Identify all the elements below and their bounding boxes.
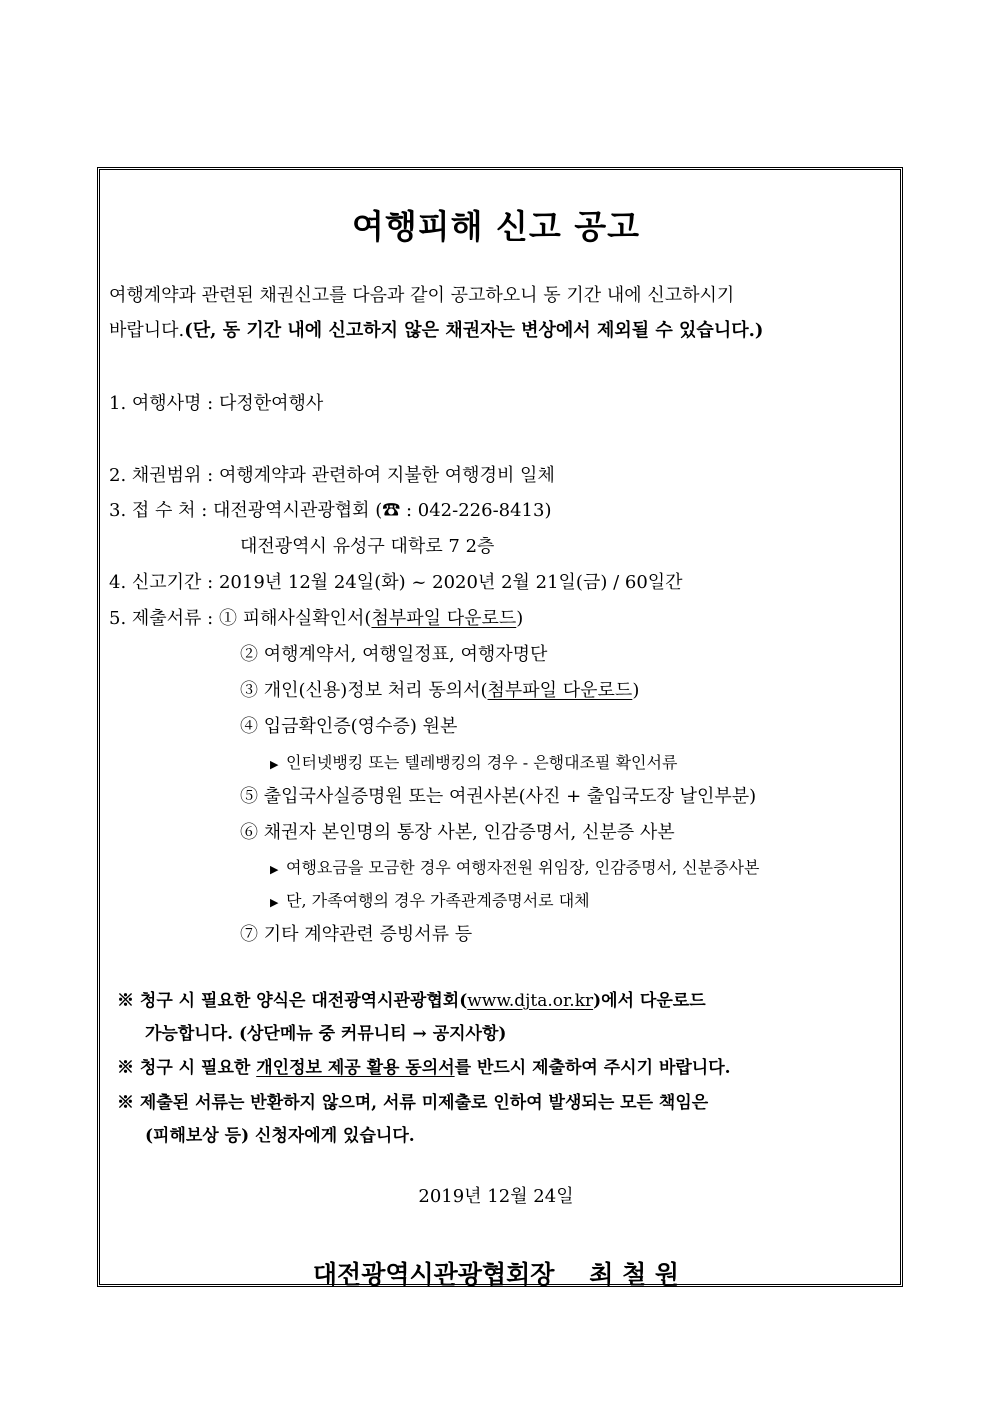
doc-3 xyxy=(240,680,639,702)
doc-3-download-link[interactable]: 첨부파일 다운로드 xyxy=(487,680,633,701)
doc-1-num: ① xyxy=(218,608,237,629)
doc-3-text: 개인(신용)정보 처리 동의서( xyxy=(258,680,488,701)
doc-6-note-1 xyxy=(270,857,759,881)
docs-label: 5. 제출서류 : xyxy=(109,608,219,629)
website-link[interactable]: www.djta.or.kr xyxy=(467,991,594,1011)
bullet-icon: ▶ xyxy=(270,863,279,876)
doc-6-note-1-text: 여행요금을 모금한 경우 여행자전원 위임장, 인감증명서, 신분증사본 xyxy=(286,858,760,877)
doc-4: ④ 입금확인증(영수증) 원본 xyxy=(240,716,458,737)
scope-label: 2. 채권범위 : xyxy=(109,465,219,486)
doc-6: ⑥ 채권자 본인명의 통장 사본, 인감증명서, 신분증 사본 xyxy=(240,822,675,843)
office-name: 대전광역시관광협회 ( xyxy=(213,500,383,521)
doc-2: ② 여행계약서, 여행일정표, 여행자명단 xyxy=(240,644,548,665)
intro-warning: (단, 동 기간 내에 신고하지 않은 채권자는 변상에서 제외될 수 있습니다.) xyxy=(184,320,764,341)
agency-label: 1. 여행사명 : xyxy=(109,393,219,414)
notice-3-cont: (피해보상 등) 신청자에게 있습니다. xyxy=(145,1126,415,1146)
notice-1-text-a: ※ 청구 시 필요한 양식은 대전광역시관광협회( xyxy=(117,991,468,1011)
notice-2 xyxy=(117,1057,731,1079)
intro-plain: 바랍니다. xyxy=(109,320,185,341)
notice-2-text-a: ※ 청구 시 필요한 xyxy=(117,1058,257,1078)
doc-7: ⑦ 기타 계약관련 증빙서류 등 xyxy=(240,924,473,945)
phone-number: : 042-226-8413) xyxy=(400,500,552,521)
item-documents xyxy=(109,608,523,630)
notice-2-text-b: 를 반드시 제출하여 주시기 바랍니다. xyxy=(454,1058,731,1078)
intro-line-2 xyxy=(109,320,763,342)
doc-1-close: ) xyxy=(516,608,524,629)
item-scope xyxy=(109,465,555,487)
notice-1 xyxy=(117,990,706,1012)
doc-5: ⑤ 출입국사실증명원 또는 여권사본(사진 + 출입국도장 날인부분) xyxy=(240,786,757,807)
item-office xyxy=(109,500,551,522)
notice-1-text-b: )에서 다운로드 xyxy=(593,991,706,1011)
signature: 대전광역시관광협회장 최 철 원 xyxy=(312,1260,680,1289)
doc-4-note-text: 인터넷뱅킹 또는 텔레뱅킹의 경우 - 은행대조필 확인서류 xyxy=(286,753,678,772)
doc-3-close: ) xyxy=(632,680,640,701)
notice-3: ※ 제출된 서류는 반환하지 않으며, 서류 미제출로 인하여 발생되는 모든 책임은 xyxy=(117,1093,709,1113)
item-period xyxy=(109,572,683,594)
phone-icon: ☎ xyxy=(382,500,401,521)
notice-date: 2019년 12월 24일 xyxy=(418,1186,574,1207)
office-label: 3. 접 수 처 : xyxy=(109,500,214,521)
doc-1-download-link[interactable]: 첨부파일 다운로드 xyxy=(371,608,517,629)
bullet-icon: ▶ xyxy=(270,758,279,771)
consent-form-link[interactable]: 개인정보 제공 활용 동의서 xyxy=(256,1058,455,1078)
doc-6-note-2 xyxy=(270,890,590,914)
intro-line-1: 여행계약과 관련된 채권신고를 다음과 같이 공고하오니 동 기간 내에 신고하시기 xyxy=(109,285,735,306)
item-agency xyxy=(109,393,323,415)
doc-1-text: 피해사실확인서( xyxy=(236,608,372,629)
period-value: 2019년 12월 24일(화) ~ 2020년 2월 21일(금) / 60일간 xyxy=(218,572,683,593)
bullet-icon: ▶ xyxy=(270,896,279,909)
period-label: 4. 신고기간 : xyxy=(109,572,219,593)
page-title: 여행피해 신고 공고 xyxy=(351,207,640,246)
agency-value: 다정한여행사 xyxy=(218,393,324,414)
scope-value: 여행계약과 관련하여 지불한 여행경비 일체 xyxy=(218,465,555,486)
doc-4-note xyxy=(270,752,677,776)
notice-1-cont: 가능합니다. (상단메뉴 중 커뮤니티 → 공지사항) xyxy=(145,1024,507,1044)
doc-6-note-2-text: 단, 가족여행의 경우 가족관계증명서로 대체 xyxy=(286,891,590,910)
doc-3-num: ③ xyxy=(240,680,258,701)
office-address: 대전광역시 유성구 대학로 7 2층 xyxy=(240,536,495,557)
